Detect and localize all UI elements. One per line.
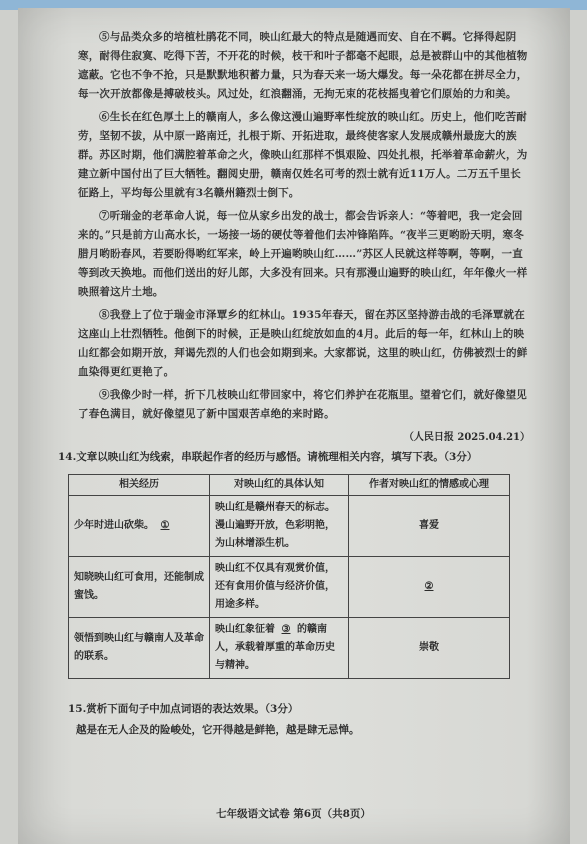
table-cell-experience bbox=[69, 496, 210, 557]
table-cell-experience: 知晓映山红可食用，还能制成蜜饯。 bbox=[69, 557, 210, 618]
cell-text: 的赣南人，承载着厚重的革命历史与精神。 bbox=[215, 624, 335, 671]
answer-blank-2[interactable]: ② bbox=[424, 581, 434, 592]
passage-paragraph-7: ⑦听瑞金的老革命人说，每一位从家乡出发的战士，都会告诉亲人：“等着吧，我一定会回来的。”只是前方山高水长，一场接一场的硬仗等着他们去冲锋陷阵。“夜半三更哟盼天明，寒冬腊月哟盼春风，若要盼得哟红军来，岭上开遍哟映山红……”苏区人民就这样等啊，等啊，一直等到改天换地。而他们送出的好儿郎，大多没有回来。只有那漫山遍野的映山红，年年像火一样映照着这片土地。 bbox=[78, 210, 528, 298]
article-source: （人民日报 2025.04.21） bbox=[403, 432, 530, 443]
passage-paragraph-5: ⑤与品类众多的培植杜鹃花不同，映山红最大的特点是随遇而安、自在不羁。它择得起阴寒，耐得住寂寞、吃得下苦，不开花的时候，枝干和叶子都毫不起眼，总是被群山中的其他植物遮蔽。它也不争不抢，只是默默地积蓄力量，只为春天来一场大爆发。每一朵花都在拼尽全力，每一次开放都像是搏破枝头。风过处，红浪翻涌，无拘无束的花枝摇曳着它们原始的力和美。 bbox=[78, 31, 528, 100]
table-cell-feeling: 崇敬 bbox=[349, 618, 510, 679]
question-14: 14.文章以映山红为线索，串联起作者的经历与感悟。请梳理相关内容，填写下表。（3分） bbox=[58, 451, 478, 463]
page-footer: 七年级语文试卷 第6页（共8页） bbox=[216, 808, 371, 820]
cell-text: 少年时进山砍柴。 bbox=[74, 520, 154, 531]
table-cell-knowledge: 映山红不仅具有观赏价值，还有食用价值与经济价值，用途多样。 bbox=[210, 557, 349, 618]
table-cell-feeling: 喜爱 bbox=[349, 496, 510, 557]
table-header: 相关经历 bbox=[69, 475, 210, 496]
question-15: 15.赏析下面句子中加点词语的表达效果。（3分） bbox=[68, 703, 299, 715]
table-header-row bbox=[69, 475, 510, 496]
passage-paragraph-8: ⑧我登上了位于瑞金市泽覃乡的红林山。1935年春天，留在苏区坚持游击战的毛泽覃就在这座山上壮烈牺牲。他倒下的时候，正是映山红绽放如血的4月。此后的每一年，红林山上的映山红都会如期开放，拜谒先烈的人们也会如期到来。大家都说，这里的映山红，仿佛被烈士的鲜血染得更红更艳了。 bbox=[78, 309, 528, 378]
table-header: 对映山红的具体认知 bbox=[210, 475, 349, 496]
passage-paragraph-6: ⑥生长在红色厚土上的赣南人，多么像这漫山遍野率性绽放的映山红。历史上，他们吃苦耐劳，坚韧不拔，从中原一路南迁，扎根于斯、开拓进取，最终使客家人发展成赣州最庞大的族群。苏区时期，他们满腔着革命之火，像映山红那样不惧艰险、四处扎根，托举着革命薪火，为建立新中国付出了巨大牺牲。翻阅史册，赣南仅姓名可考的烈士就有近11万人。二万五千里长征路上，平均每公里就有3名赣州籍烈士倒下。 bbox=[78, 111, 528, 199]
question-15-sentence: 越是在无人企及的险峻处，它开得越是鲜艳，越是肆无忌惮。 bbox=[76, 724, 360, 736]
cell-text: 映山红象征着 bbox=[215, 624, 275, 635]
answer-blank-3[interactable]: ③ bbox=[281, 624, 291, 635]
answer-table bbox=[68, 474, 510, 679]
table-cell-feeling bbox=[349, 557, 510, 618]
exam-content bbox=[58, 28, 530, 737]
table-row bbox=[69, 496, 510, 557]
table-row bbox=[69, 557, 510, 618]
passage-paragraph-9: ⑨我像少时一样，折下几枝映山红带回家中，将它们养护在花瓶里。望着它们，就好像望见了春色满目，就好像望见了新中国艰苦卓绝的来时路。 bbox=[78, 389, 527, 420]
table-cell-knowledge bbox=[210, 618, 349, 679]
table-header: 作者对映山红的情感或心理 bbox=[349, 475, 510, 496]
table-cell-experience: 领悟到映山红与赣南人及革命的联系。 bbox=[69, 618, 210, 679]
table-cell-knowledge: 映山红是赣州春天的标志。漫山遍野开放，色彩明艳，为山林增添生机。 bbox=[210, 496, 349, 557]
answer-blank-1[interactable]: ① bbox=[160, 520, 170, 531]
table-row bbox=[69, 618, 510, 679]
